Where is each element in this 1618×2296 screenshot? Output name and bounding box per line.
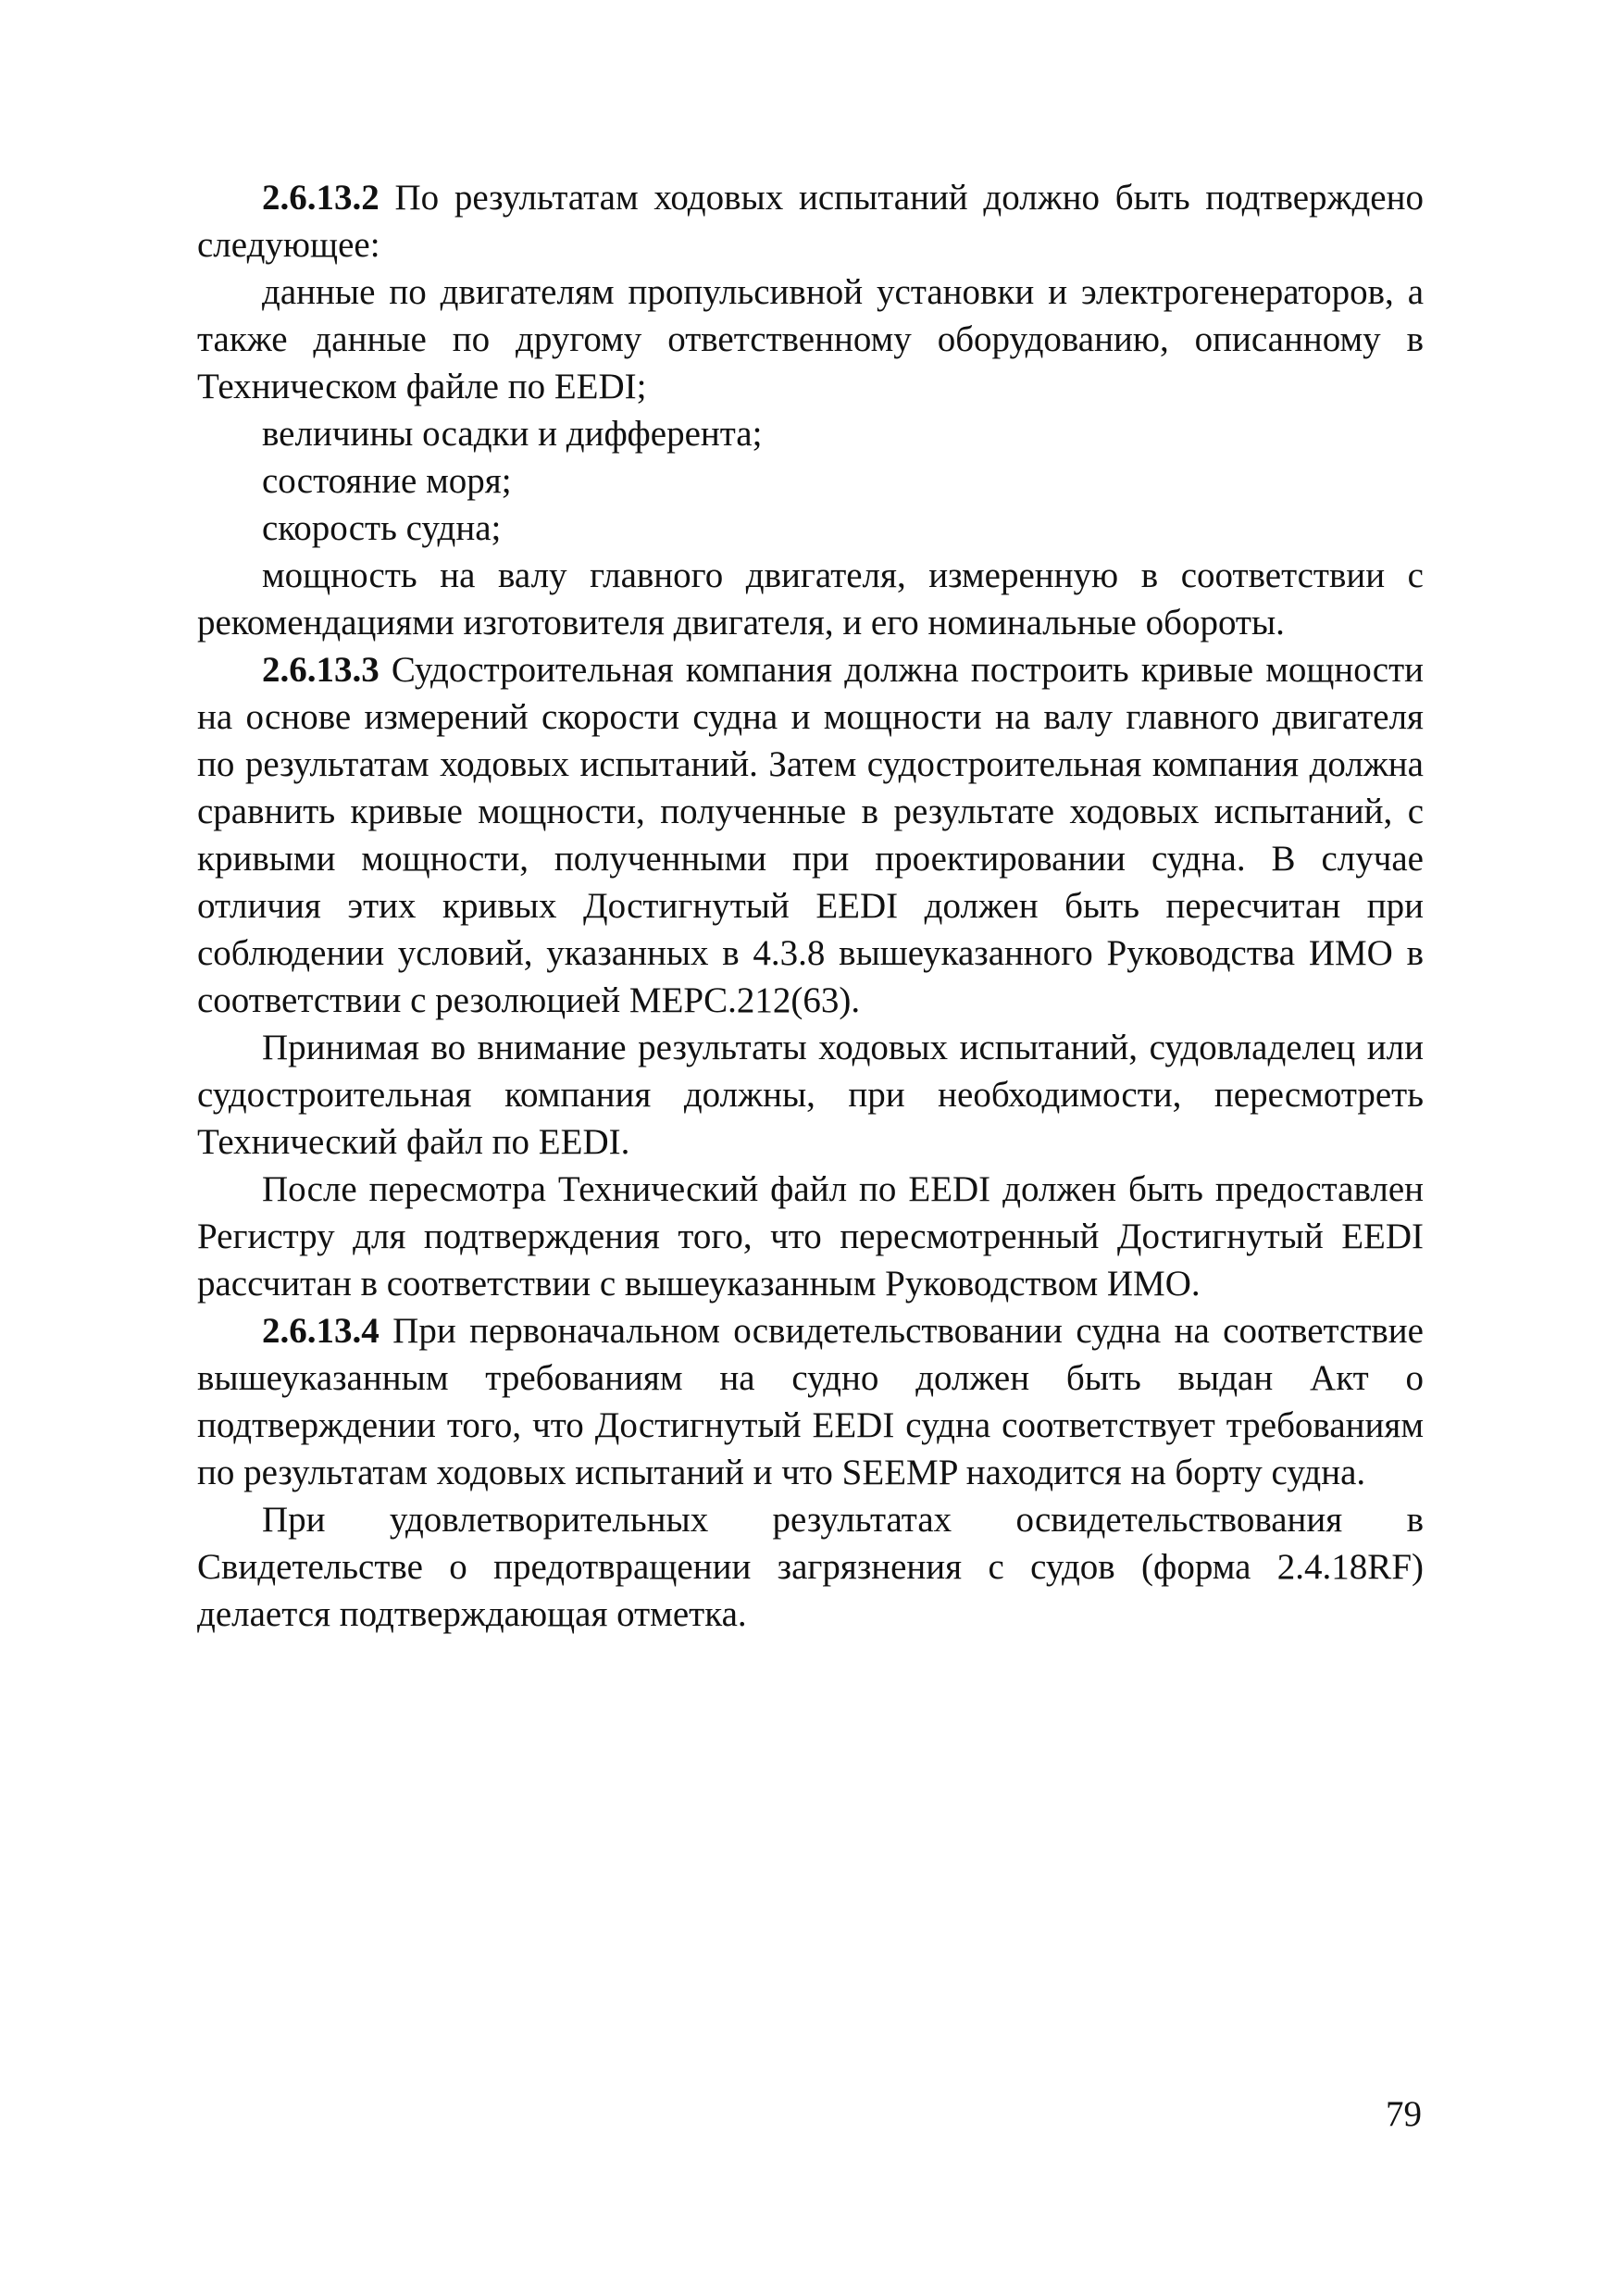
document-body [197,174,1424,1638]
paragraph-text: При удовлетворительных результатах освидетельствования в Свидетельстве о предотвращении загрязнения с судов (форма 2.4.18RF) делается подтверждающая отметка. [197,1500,1424,1634]
paragraph-text: скорость судна; [262,508,502,548]
section-number: 2.6.13.3 [262,650,380,690]
paragraph-text: Принимая во внимание результаты ходовых испытаний, судовладелец или судостроительная компания должны, при необходимости, пересмотреть Технический файл по EEDI. [197,1028,1424,1162]
section-number: 2.6.13.2 [262,178,380,218]
paragraph-2-6-13-2 [197,174,1424,268]
paragraph-text: При первоначальном освидетельствовании судна на соответствие вышеуказанным требованиям на судно должен быть выдан Акт о подтверждении того, что Достигнутый EEDI судна соответствует требованиям по результатам ходовых испытаний и что SEEMP находится на борту судна. [197,1311,1424,1492]
paragraph-2-6-13-3 [197,646,1424,1024]
paragraph-text: После пересмотра Технический файл по EEDI должен быть предоставлен Регистру для подтверждения того, что пересмотренный Достигнутый EEDI рассчитан в соответствии с вышеуказанным Руководством ИМО. [197,1169,1424,1304]
paragraph-shaft-power [197,552,1424,646]
paragraph-2-6-13-4 [197,1307,1424,1496]
paragraph-engines [197,268,1424,410]
paragraph-sea-state [197,457,1424,505]
paragraph-text: мощность на валу главного двигателя, измеренную в соответствии с рекомендациями изготовителя двигателя, и его номинальные обороты. [197,555,1424,643]
paragraph-text: По результатам ходовых испытаний должно быть подтверждено следующее: [197,178,1424,265]
paragraph-register-submit [197,1166,1424,1307]
paragraph-ship-speed [197,505,1424,552]
paragraph-text: величины осадки и дифферента; [262,414,763,454]
paragraph-text: Судостроительная компания должна построить кривые мощности на основе измерений скорости судна и мощности на валу главного двигателя по результатам ходовых испытаний. Затем судостроительная компания должна сравнить кривые мощности, полученные в результате ходовых испытаний, с кривыми мощности, полученными при проектировании судна. В случае отличия этих кривых Достигнутый EEDI должен быть пересчитан при соблюдении условий, указанных в 4.3.8 вышеуказанного Руководства ИМО в соответствии с резолюцией MEPC.212(63). [197,650,1424,1020]
paragraph-owner-review [197,1024,1424,1166]
page-number: 79 [1386,2094,1422,2134]
paragraph-text: данные по двигателям пропульсивной установки и электрогенераторов, а также данные по другому ответственному оборудованию, описанному в Техническом файле по EEDI; [197,272,1424,406]
paragraph-certificate [197,1496,1424,1638]
paragraph-draft-trim [197,410,1424,457]
paragraph-text: состояние моря; [262,461,512,501]
section-number: 2.6.13.4 [262,1311,380,1351]
